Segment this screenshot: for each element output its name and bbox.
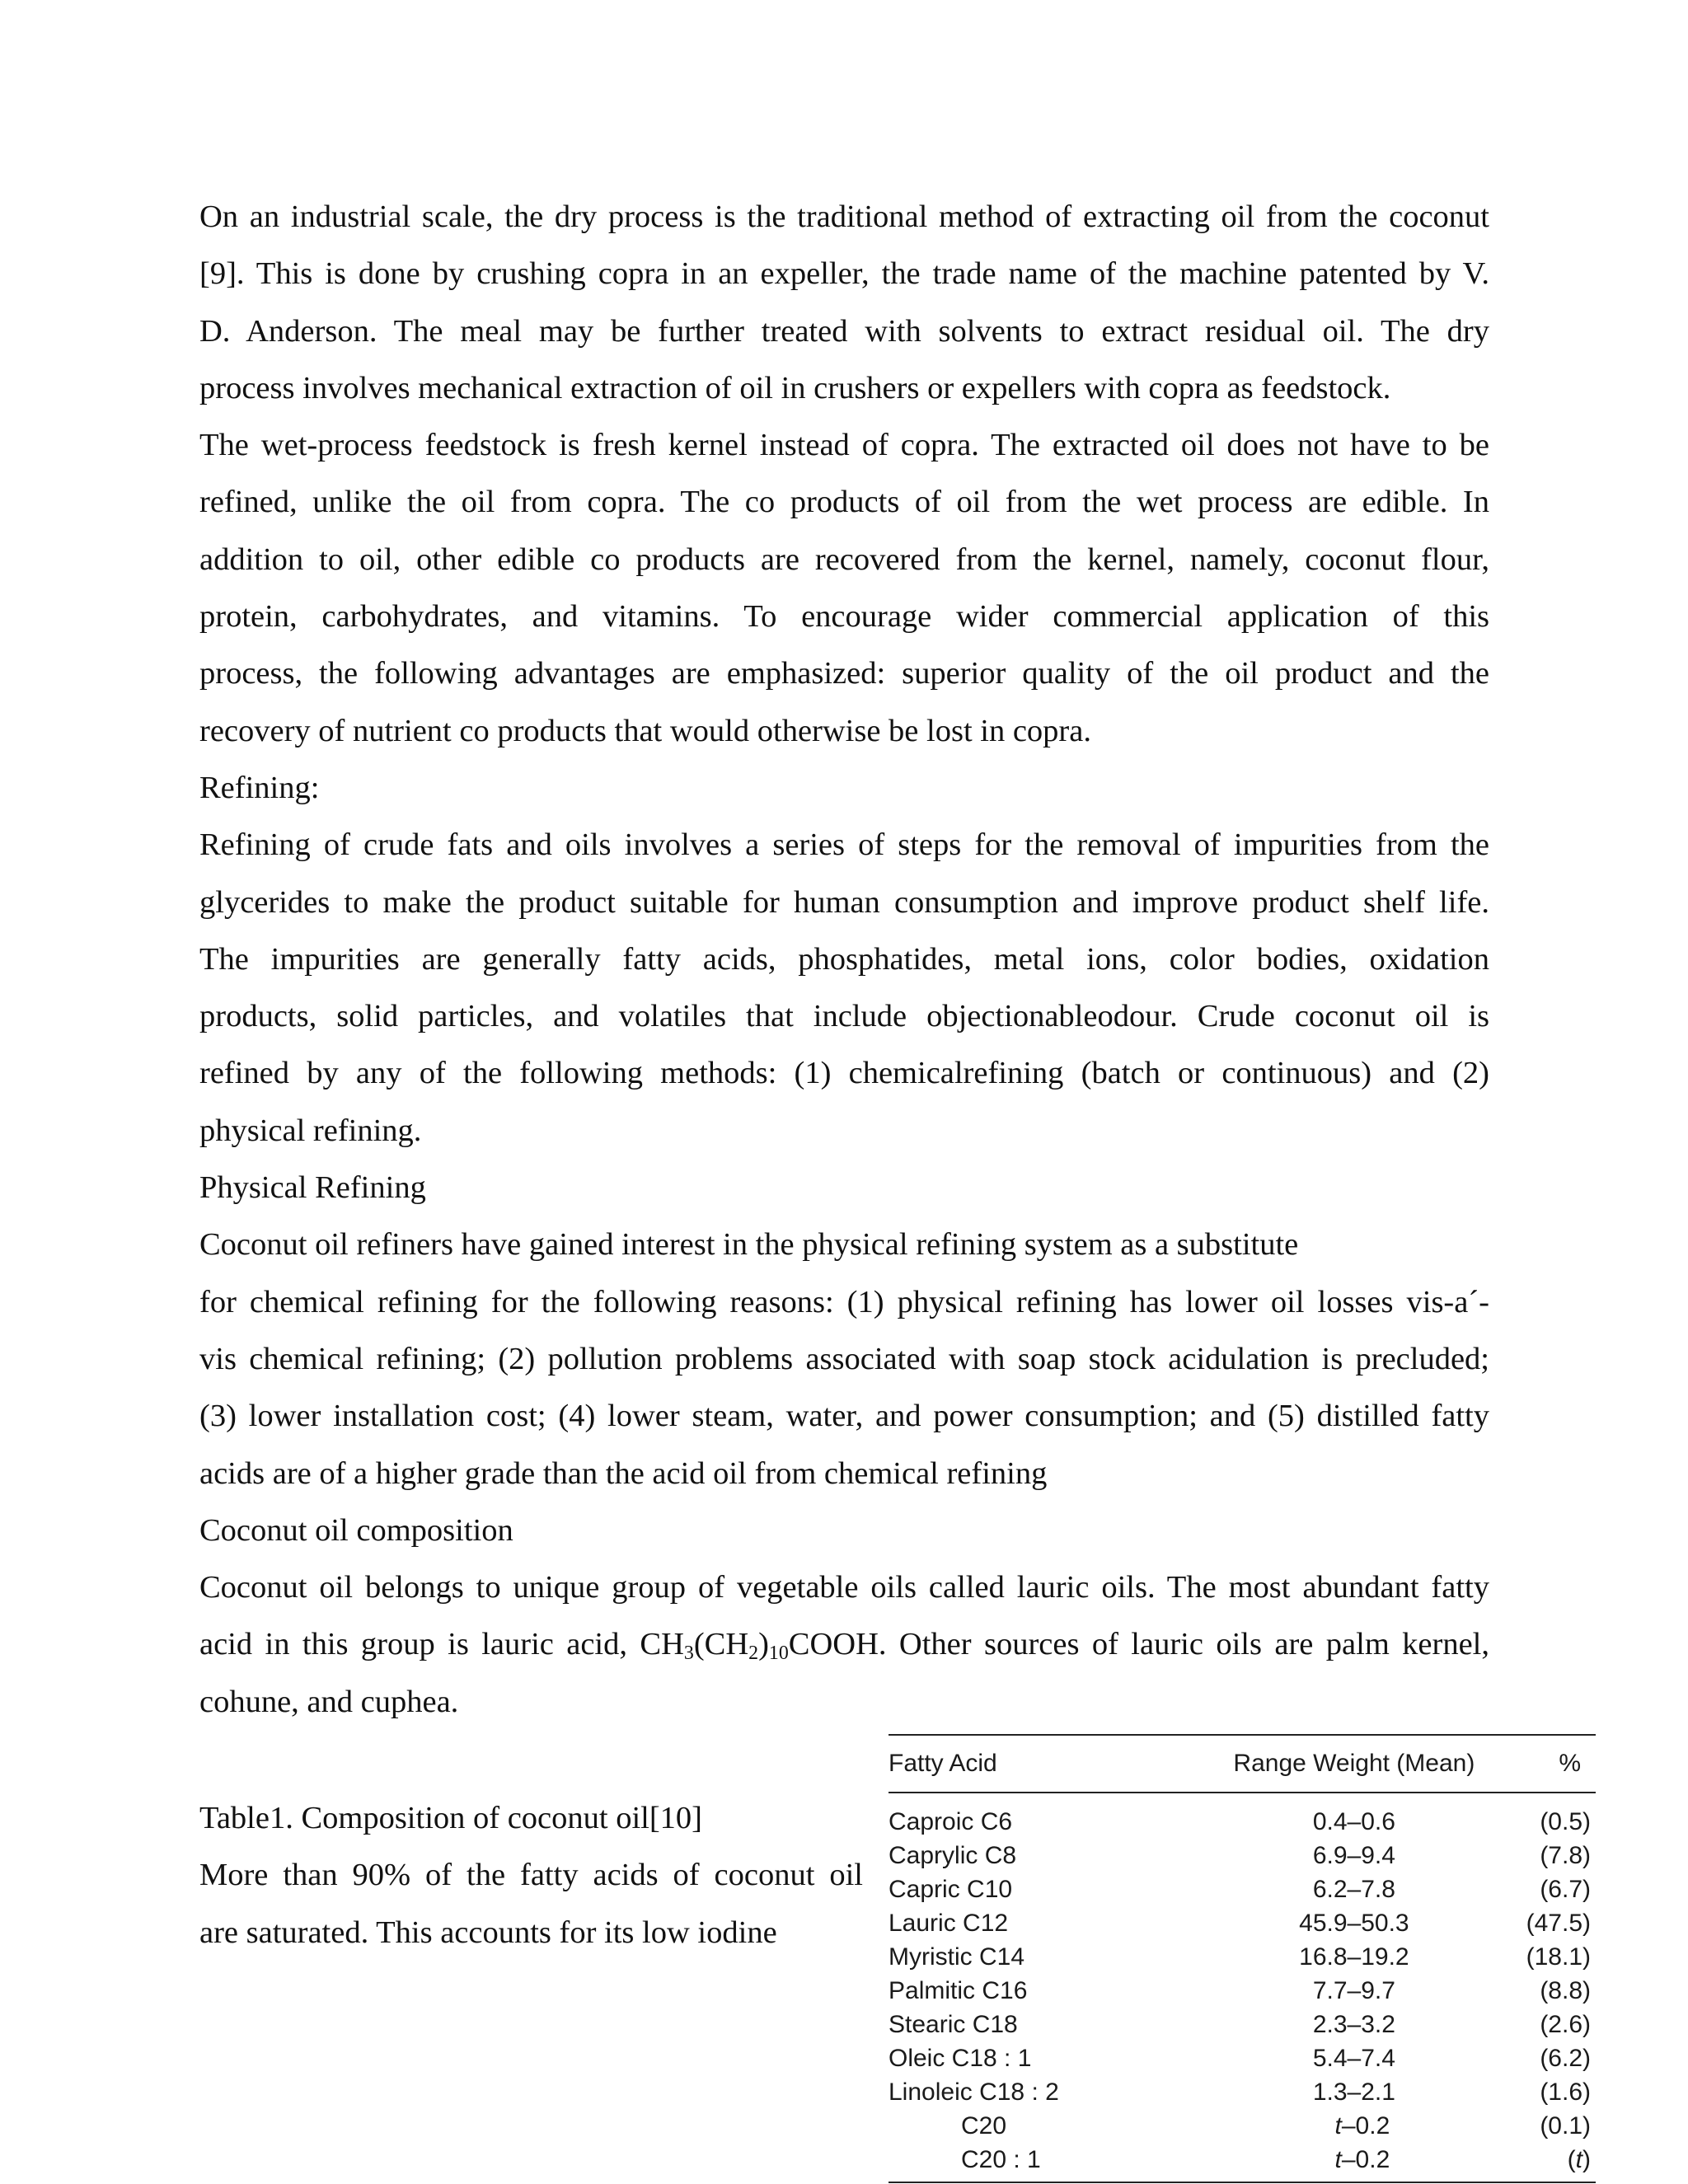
table-row [889,2109,1596,2143]
formula-text: acid in this group is lauric acid, CH [199,1627,684,1662]
text-line: process involves mechanical extraction of oil in crushers or expellers with copra as feedstock. [199,370,1391,405]
text-line: products, solid particles, and volatiles that include objectionableodour. Crude coconut oil is [199,999,1489,1034]
cell-range: 2.3–3.2 [1312,2011,1395,2038]
text-line: Coconut oil belongs to unique group of vegetable oils called lauric oils. The most abundant fatty [199,1570,1489,1605]
cell-range: 7.7–9.7 [1312,1977,1395,2004]
text-line: physical refining. [199,1113,422,1148]
caption-line: are saturated. This accounts for its low iodine [199,1915,777,1950]
cell-range [1182,2143,1526,2182]
text-line: refined by any of the following methods: (1) chemicalrefining (batch or continuous) and (2) [199,1056,1489,1091]
heading-coconut-oil-composition: Coconut oil composition [199,1512,513,1548]
text-line: On an industrial scale, the dry process is the traditional method of extracting oil from the coconut [199,199,1489,234]
text-line: refined, unlike the oil from copra. The co products of oil from the wet process are edible. In [199,485,1489,520]
composition-table-grid [889,1734,1596,2183]
cell-range-value: –0.2 [1341,2146,1390,2173]
text-line: addition to oil, other edible co products are recovered from the kernel, namely, coconut flour, [199,541,1489,577]
text-line: The wet-process feedstock is fresh kernel instead of copra. The extracted oil does not have to be [199,428,1489,463]
table-row [889,1793,1596,1839]
cell-range: 45.9–50.3 [1299,1910,1409,1937]
cell-range: 5.4–7.4 [1312,2045,1395,2072]
cell-fatty-acid: Lauric C12 [889,1910,1009,1937]
trace-marker: t [1575,2146,1582,2173]
header-percent: % [1526,1735,1596,1793]
cell-range-value: –0.2 [1341,2112,1390,2139]
table-row [889,1906,1596,1940]
paragraph-dry-process [199,189,1489,417]
cell-mean: (7.8) [1540,1842,1591,1869]
heading-physical-refining: Physical Refining [199,1170,426,1206]
formula-text: ) [758,1627,769,1662]
text-line: vis chemical refining; (2) pollution problems associated with soap stock acidulation is precluded; [199,1341,1489,1376]
trace-marker: t [1334,2146,1342,2173]
header-fatty-acid: Fatty Acid [889,1735,1182,1793]
table-row [889,1974,1596,2008]
table-caption [199,1790,863,1961]
formula-text: (CH [693,1627,749,1662]
table-row [889,1872,1596,1906]
text-line: D. Anderson. The meal may be further treated with solvents to extract residual oil. The dry [199,313,1489,349]
table-row [889,1839,1596,1872]
cell-fatty-acid: Linoleic C18 : 2 [889,2079,1059,2106]
paragraph-composition [199,1559,1489,1731]
cell-range: 1.3–2.1 [1312,2079,1395,2106]
formula-subscript: 2 [748,1643,759,1665]
text-line: cohune, and cuphea. [199,1684,459,1719]
cell-fatty-acid: Capric C10 [889,1876,1013,1903]
text-line: [9]. This is done by crushing copra in an expeller, the trade name of the machine patented by V. [199,256,1489,292]
cell-fatty-acid: C20 : 1 [889,2143,1182,2182]
cell-range: 0.4–0.6 [1312,1808,1395,1835]
text-line: (3) lower installation cost; (4) lower steam, water, and power consumption; and (5) distilled fatty [199,1399,1489,1434]
table-row [889,2041,1596,2075]
cell-mean: (8.8) [1540,1977,1591,2004]
formula-subscript: 3 [683,1643,694,1665]
table-header-row [889,1735,1596,1793]
caption-title: Table1. Composition of coconut oil[10] [199,1801,703,1835]
cell-fatty-acid: C20 [961,2112,1007,2139]
cell-mean: (47.5) [1526,1910,1591,1937]
text-line: The impurities are generally fatty acids, phosphatides, metal ions, color bodies, oxidation [199,941,1489,977]
cell-fatty-acid: Myristic C14 [889,1943,1025,1971]
table-row [889,2075,1596,2109]
text-line: glycerides to make the product suitable for human consumption and improve product shelf life. [199,884,1489,920]
caption-line: More than 90% of the fatty acids of coconut oil [199,1858,863,1893]
cell-fatty-acid: Caproic C6 [889,1808,1013,1835]
formula-subscript: 10 [768,1643,789,1665]
text-line: recovery of nutrient co products that would otherwise be lost in copra. [199,713,1091,748]
composition-table [889,1734,1596,2183]
cell-mean: (18.1) [1526,1943,1591,1971]
paragraph-refining [199,817,1489,1160]
cell-fatty-acid: Stearic C18 [889,2011,1018,2038]
cell-fatty-acid: Oleic C18 : 1 [889,2045,1032,2072]
cell-mean: (1.6) [1540,2079,1591,2106]
cell-fatty-acid: Caprylic C8 [889,1842,1017,1869]
body-text [199,189,1489,1731]
text-line: Refining of crude fats and oils involves a series of steps for the removal of impurities from the [199,827,1489,863]
cell-mean: (0.1) [1540,2112,1591,2139]
paren-open: ( [1567,2146,1576,2173]
cell-range: 6.2–7.8 [1312,1876,1395,1903]
table-row [889,1940,1596,1974]
paren-close: ) [1582,2146,1591,2173]
heading-refining: Refining: [199,770,320,805]
text-line: acids are of a higher grade than the acid oil from chemical refining [199,1455,1048,1491]
text-line: protein, carbohydrates, and vitamins. To encourage wider commercial application of this [199,599,1489,635]
formula-text: COOH. Other sources of lauric oils are palm kernel, [788,1627,1489,1662]
cell-range: 6.9–9.4 [1312,1842,1395,1869]
cell-mean: (6.2) [1540,2045,1591,2072]
trace-marker: t [1334,2112,1342,2139]
paragraph-wet-process [199,417,1489,760]
table-row [889,2143,1596,2182]
cell-range: 16.8–19.2 [1299,1943,1409,1971]
cell-mean: (2.6) [1540,2011,1591,2038]
table-row [889,2008,1596,2041]
text-line-formula [199,1616,1489,1673]
cell-mean [1526,2143,1596,2182]
cell-mean: (6.7) [1540,1876,1591,1903]
cell-fatty-acid: Palmitic C16 [889,1977,1028,2004]
text-line: Coconut oil refiners have gained interest in the physical refining system as a substitute [199,1227,1299,1263]
text-line: for chemical refining for the following reasons: (1) physical refining has lower oil losses vis-a´- [199,1284,1489,1319]
cell-mean: (0.5) [1540,1808,1591,1835]
text-line: process, the following advantages are emphasized: superior quality of the oil product and the [199,656,1489,691]
header-range-weight: Range Weight (Mean) [1182,1735,1526,1793]
paragraph-physical-refining [199,1216,1489,1502]
cell-range [1182,2109,1526,2143]
